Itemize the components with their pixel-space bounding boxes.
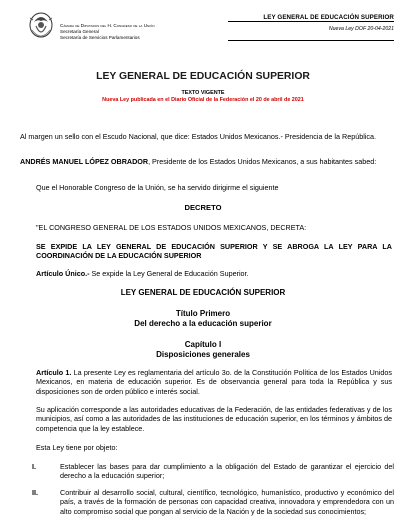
document-title: LEY GENERAL DE EDUCACIÓN SUPERIOR (96, 71, 310, 82)
articulo-unico-label: Artículo Único.- (36, 269, 90, 278)
paragraph-congress-decrees: "EL CONGRESO GENERAL DE LOS ESTADOS UNIDOS MEXICANOS, DECRETA: (36, 223, 307, 232)
header-law-name: LEY GENERAL DE EDUCACIÓN SUPERIOR (263, 14, 394, 21)
paragraph-application: Su aplicación corresponde a las autoridades educativas de la Federación, de las entidades federativas y de los municipios, así como a las autoridades de las instituciones de educación superior, en los términos y ámbitos de competencia que la ley establece. (36, 405, 392, 433)
president-name: ANDRÉS MANUEL LÓPEZ OBRADOR (20, 157, 149, 166)
status-label: TEXTO VIGENTE (181, 90, 225, 96)
titulo-number: Título Primero (175, 309, 231, 318)
list-item-number: I. (32, 462, 36, 471)
decree-heading: DECRETO (184, 203, 222, 212)
list-item-number: II. (32, 488, 38, 497)
law-heading: LEY GENERAL DE EDUCACIÓN SUPERIOR (120, 288, 286, 297)
paragraph-seal: Al margen un sello con el Escudo Nacional, que dice: Estados Unidos Mexicanos.- Presidencia de la República. (20, 132, 376, 141)
header-services: Secretaría de Servicios Parlamentarios (60, 34, 140, 40)
header-chamber: Cámara de Diputados del H. Congreso de la Unión (60, 23, 155, 28)
header-institution (60, 23, 155, 40)
header-reference: Nueva Ley DOF 20-04-2021 (328, 26, 394, 32)
article-1-label: Artículo 1. (36, 368, 72, 377)
publication-note: Nueva Ley publicada en el Diario Oficial de la Federación el 20 de abril de 2021 (102, 97, 304, 103)
header-rule-bottom (228, 40, 394, 41)
national-seal-icon (26, 8, 56, 44)
header-law-info (263, 14, 394, 32)
capitulo-name: Disposiciones generales (156, 350, 250, 359)
president-text: , Presidente de los Estados Unidos Mexicanos, a sus habitantes sabed: (148, 157, 377, 166)
titulo-heading (0, 309, 406, 329)
paragraph-articulo-unico (36, 269, 392, 278)
paragraph-president (20, 157, 392, 166)
titulo-name: Del derecho a la educación superior (134, 319, 272, 328)
list-item-text: Establecer las bases para dar cumplimiento a la obligación del Estado de garantizar el ejercicio del derecho a la educación superior; (60, 462, 394, 481)
list-item-text: Contribuir al desarrollo social, cultural, científico, tecnológico, humanístico, productivo y económico del país, a través de la formación de personas con capacidad creativa, innovadora y emprendedora con un alto compromiso social que pongan al servicio de la Nación y de la sociedad sus conocimientos; (60, 488, 394, 516)
articulo-unico-text: Se expide la Ley General de Educación Superior. (89, 269, 249, 278)
article-1 (36, 368, 392, 396)
capitulo-heading (0, 340, 406, 360)
paragraph-expide: SE EXPIDE LA LEY GENERAL DE EDUCACIÓN SUPERIOR Y SE ABROGA LA LEY PARA LA COORDINACIÓN DE LA EDUCACIÓN SUPERIOR (36, 242, 392, 261)
article-1-text: La presente Ley es reglamentaria del artículo 3o. de la Constitución Política de los Estados Unidos Mexicanos, en materia de educación superior. Es de observancia general para toda la República y sus disposiciones son de orden público e interés social. (36, 368, 392, 396)
capitulo-number: Capítulo I (184, 340, 222, 349)
paragraph-congress: Que el Honorable Congreso de la Unión, se ha servido dirigirme el siguiente (36, 183, 279, 192)
paragraph-objeto: Esta Ley tiene por objeto: (36, 443, 118, 452)
header-secretariat: Secretaría General (60, 28, 99, 34)
